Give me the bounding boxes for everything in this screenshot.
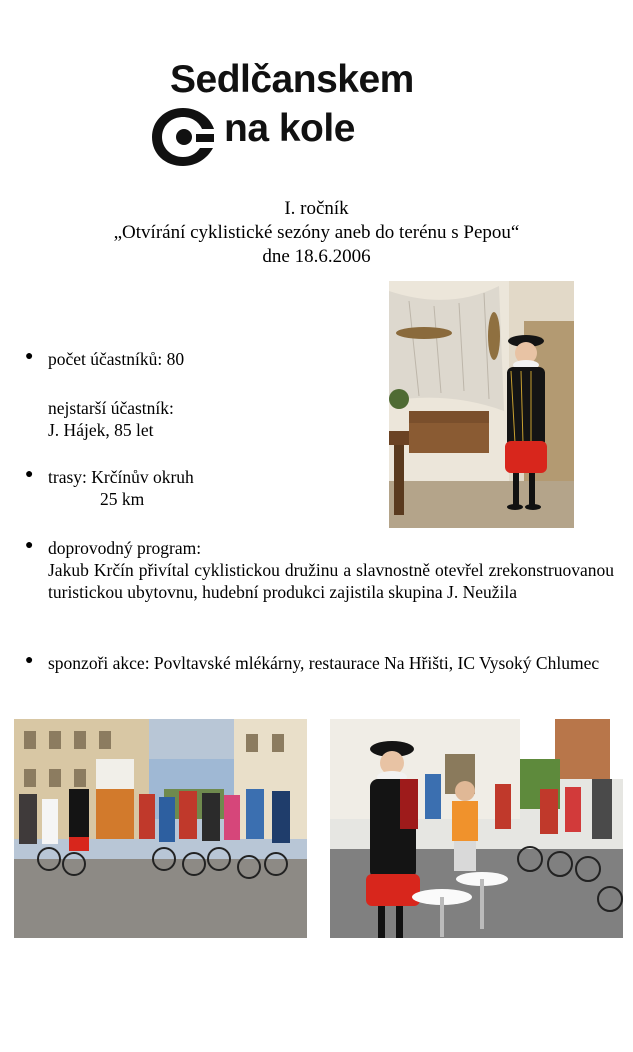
edition-line: I. ročník — [284, 198, 349, 219]
oldest-value: J. Hájek, 85 let — [48, 420, 154, 440]
bullet-icon: ● — [25, 653, 34, 668]
photo-cyclists-square — [14, 719, 307, 938]
bullet-icon: ● — [25, 349, 34, 364]
photo-krcin-indoor — [389, 281, 574, 528]
oldest-label: nejstarší účastník: — [48, 398, 174, 418]
logo-swirl-icon — [150, 106, 216, 168]
event-date: dne 18.6.2006 — [262, 246, 371, 267]
event-title: „Otvírání cyklistické sezóny aneb do terénu s Pepou“ — [113, 222, 520, 243]
bullet-icon: ● — [25, 467, 34, 482]
routes-distance: 25 km — [100, 489, 145, 509]
bullet-icon: ● — [25, 538, 34, 553]
routes-line: trasy: Krčínův okruh — [48, 467, 194, 487]
logo-title-line1: Sedlčanskem — [170, 58, 414, 101]
participants-count: počet účastníků: 80 — [48, 349, 185, 369]
photo-registration — [330, 719, 623, 938]
program-text: Jakub Krčín přivítal cyklistickou družinu a slavnostně otevřel zrekonstruovanou turistickou ubytovnu, hudební produkci zajistila skupina J. Neužila — [48, 560, 614, 602]
sponsors-line: sponzoři akce: Povltavské mlékárny, restaurace Na Hřišti, IC Vysoký Chlumec — [48, 653, 600, 673]
logo-title-line2: na kole — [224, 107, 355, 150]
program-label: doprovodný program: — [48, 538, 202, 558]
